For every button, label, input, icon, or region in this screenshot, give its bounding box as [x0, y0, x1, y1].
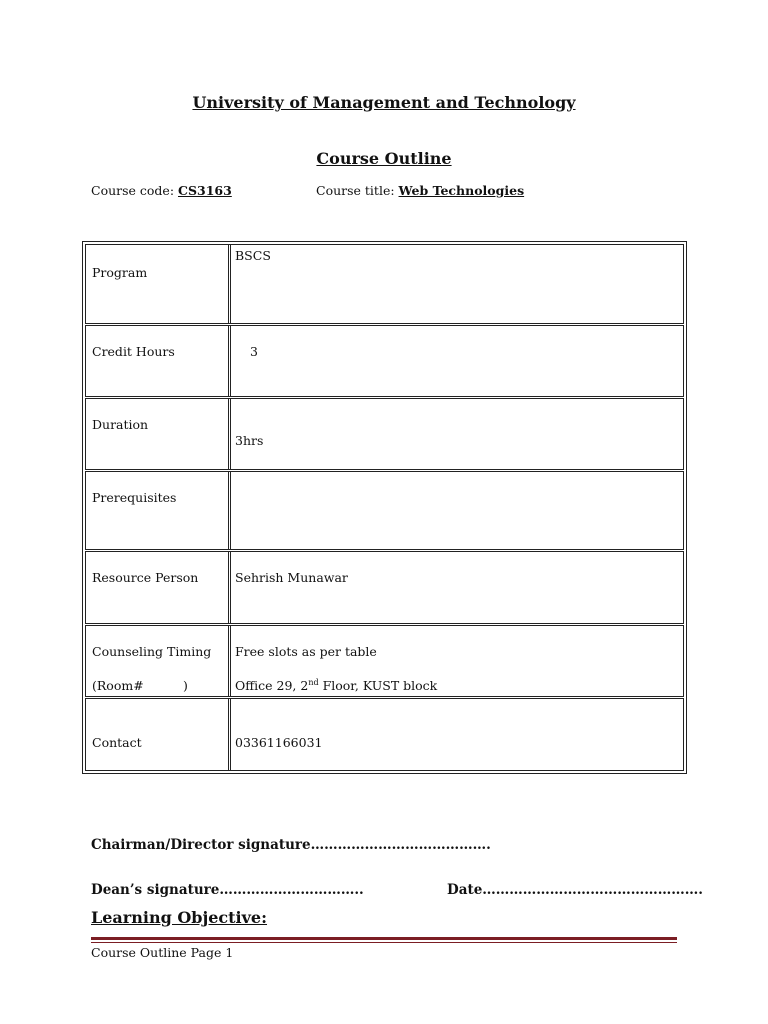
course-code-value: CS3163 [178, 183, 232, 198]
credit-hours-label: Credit Hours [92, 344, 175, 359]
row-duration [85, 398, 684, 470]
university-name: University of Management and Technology [192, 93, 576, 112]
row-counseling [85, 625, 684, 697]
room-label: (Room# [92, 678, 144, 693]
learning-objective-heading: Learning Objective: [91, 908, 268, 927]
office-sup: nd [308, 678, 319, 687]
row-prerequisites [85, 471, 684, 550]
program-label: Program [92, 265, 148, 280]
course-title-value: Web Technologies [398, 183, 525, 198]
page-footer: Course Outline Page 1 [91, 945, 234, 960]
counseling-label: Counseling Timing [92, 644, 212, 659]
row-contact [85, 698, 684, 771]
duration-value: 3hrs [235, 433, 264, 448]
prerequisites-label: Prerequisites [92, 490, 177, 505]
dean-signature: Dean’s signature………………………….. [91, 882, 364, 898]
row-credit-hours [85, 325, 684, 397]
contact-value: 03361166031 [235, 735, 323, 750]
resource-person-value: Sehrish Munawar [235, 570, 348, 585]
room-close: ) [183, 678, 188, 693]
footer-rule-thin [91, 942, 677, 943]
course-title-label: Course title: [316, 183, 399, 198]
office-suffix: Floor, KUST block [318, 678, 438, 694]
counseling-value: Free slots as per table [235, 644, 377, 659]
row-program [85, 244, 684, 324]
document-title: Course Outline [316, 149, 452, 168]
date-field: Date…………………………………………. [447, 882, 703, 898]
duration-label: Duration [92, 417, 149, 432]
office-prefix: Office 29, 2 [235, 678, 309, 694]
course-code-label: Course code: [91, 183, 179, 198]
footer-rule-thick [91, 937, 677, 940]
chairman-signature: Chairman/Director signature…………………………………. [91, 837, 491, 853]
course-code [91, 183, 232, 198]
course-info-table [82, 241, 687, 774]
program-value: BSCS [235, 248, 271, 263]
resource-person-label: Resource Person [92, 570, 199, 585]
credit-hours-value: 3 [250, 344, 258, 359]
office-location [235, 678, 437, 693]
course-title [316, 183, 524, 198]
row-resource-person [85, 551, 684, 624]
contact-label: Contact [92, 735, 142, 750]
